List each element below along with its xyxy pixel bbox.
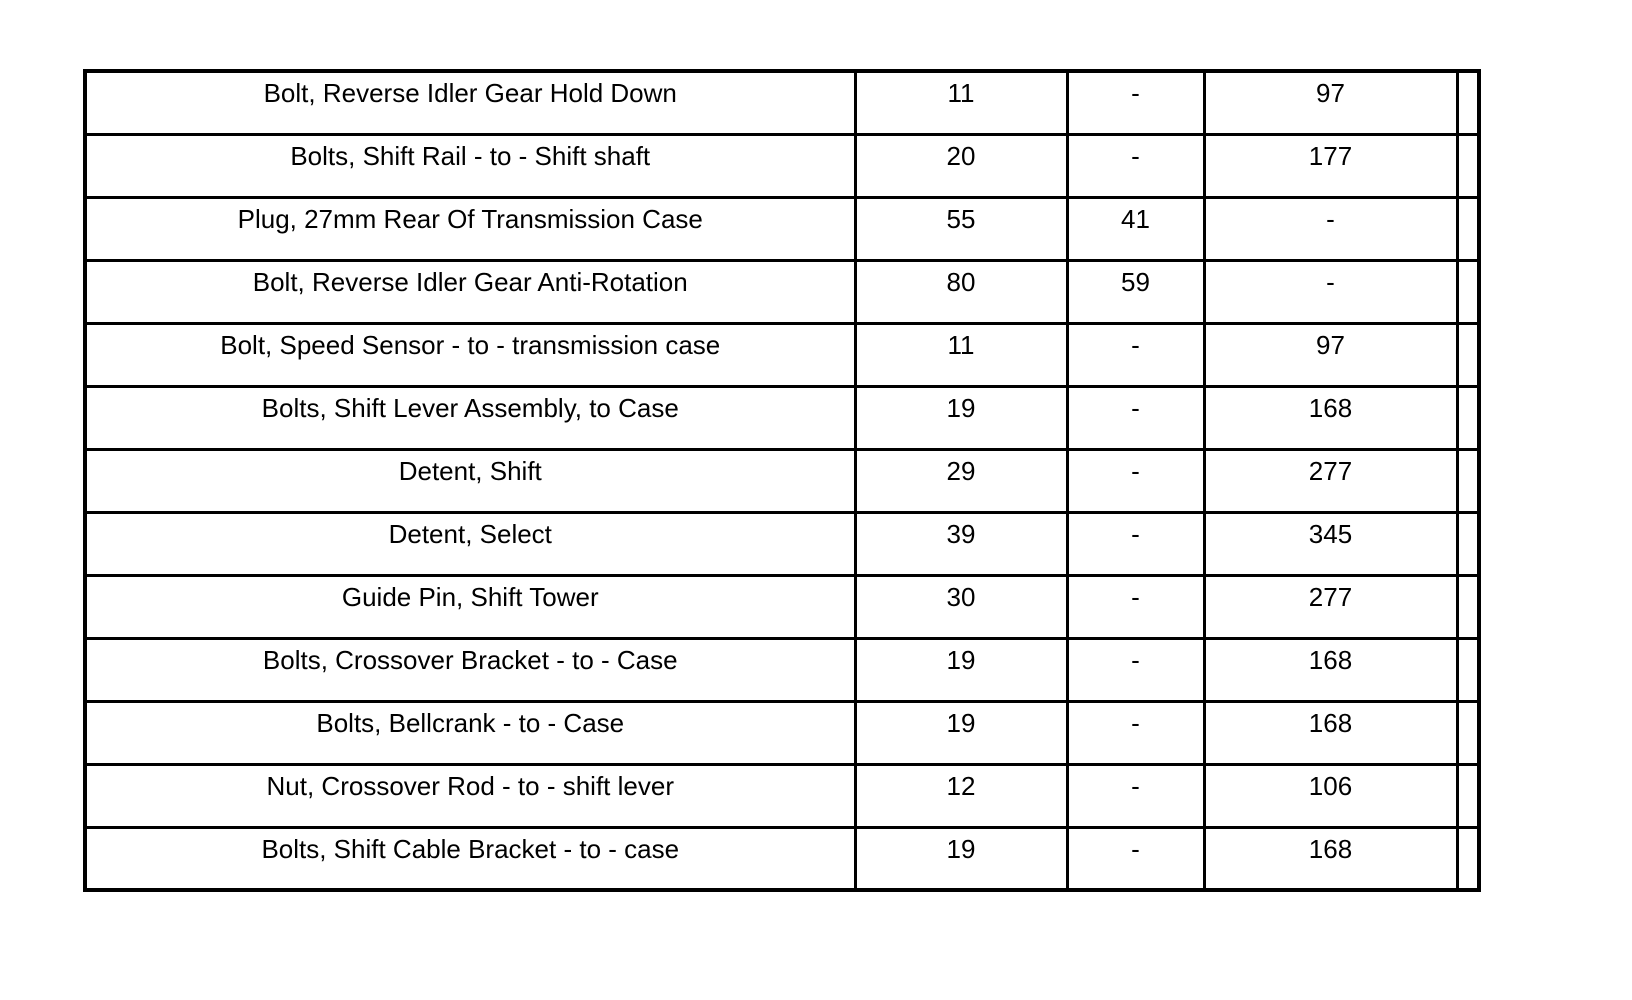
table-row bbox=[85, 575, 1479, 638]
lb-in-cell bbox=[1204, 134, 1457, 197]
nm-cell bbox=[855, 71, 1067, 134]
nm-value: 19 bbox=[946, 707, 976, 738]
lb-ft-value: - bbox=[1131, 770, 1140, 801]
description-text: Bolt, Reverse Idler Gear Anti-Rotation bbox=[252, 266, 688, 297]
blank-cell bbox=[1457, 575, 1479, 638]
nm-cell bbox=[855, 323, 1067, 386]
description-cell bbox=[85, 386, 855, 449]
table-row bbox=[85, 260, 1479, 323]
description-cell bbox=[85, 71, 855, 134]
blank-cell bbox=[1457, 512, 1479, 575]
nm-cell bbox=[855, 512, 1067, 575]
description-text: Bolts, Shift Cable Bracket - to - case bbox=[261, 833, 680, 864]
lb-ft-cell bbox=[1067, 197, 1204, 260]
lb-in-cell bbox=[1204, 71, 1457, 134]
nm-cell bbox=[855, 827, 1067, 890]
nm-value: 19 bbox=[946, 833, 976, 864]
description-text: Guide Pin, Shift Tower bbox=[341, 581, 599, 612]
lb-ft-value: - bbox=[1131, 329, 1140, 360]
description-text: Detent, Select bbox=[388, 518, 552, 549]
lb-ft-value: - bbox=[1131, 644, 1140, 675]
lb-ft-cell bbox=[1067, 449, 1204, 512]
lb-in-cell bbox=[1204, 827, 1457, 890]
nm-value: 19 bbox=[946, 392, 976, 423]
blank-cell bbox=[1457, 449, 1479, 512]
lb-ft-cell bbox=[1067, 827, 1204, 890]
lb-ft-value: - bbox=[1131, 518, 1140, 549]
blank-cell bbox=[1457, 701, 1479, 764]
table-row bbox=[85, 827, 1479, 890]
nm-cell bbox=[855, 449, 1067, 512]
nm-value: 80 bbox=[946, 266, 976, 297]
table-row bbox=[85, 323, 1479, 386]
lb-ft-value: - bbox=[1131, 833, 1140, 864]
lb-in-value: 277 bbox=[1308, 455, 1353, 486]
description-text: Detent, Shift bbox=[398, 455, 542, 486]
blank-cell bbox=[1457, 323, 1479, 386]
blank-cell bbox=[1457, 386, 1479, 449]
description-text: Bolts, Bellcrank - to - Case bbox=[316, 707, 625, 738]
lb-in-value: 168 bbox=[1308, 392, 1353, 423]
lb-ft-value: 41 bbox=[1121, 203, 1150, 234]
description-cell bbox=[85, 701, 855, 764]
description-cell bbox=[85, 449, 855, 512]
lb-in-value: 168 bbox=[1308, 833, 1353, 864]
description-cell bbox=[85, 575, 855, 638]
nm-value: 39 bbox=[946, 518, 976, 549]
lb-in-cell bbox=[1204, 764, 1457, 827]
nm-cell bbox=[855, 260, 1067, 323]
lb-ft-value: 59 bbox=[1121, 266, 1150, 297]
table-row bbox=[85, 449, 1479, 512]
nm-cell bbox=[855, 764, 1067, 827]
description-text: Nut, Crossover Rod - to - shift lever bbox=[266, 770, 674, 801]
lb-in-value: 168 bbox=[1308, 644, 1353, 675]
blank-cell bbox=[1457, 71, 1479, 134]
lb-in-value: - bbox=[1326, 203, 1335, 234]
nm-cell bbox=[855, 386, 1067, 449]
lb-in-value: 106 bbox=[1308, 770, 1353, 801]
lb-in-cell bbox=[1204, 449, 1457, 512]
nm-cell bbox=[855, 134, 1067, 197]
description-cell bbox=[85, 197, 855, 260]
lb-ft-cell bbox=[1067, 134, 1204, 197]
lb-ft-cell bbox=[1067, 386, 1204, 449]
table-row bbox=[85, 134, 1479, 197]
lb-ft-cell bbox=[1067, 701, 1204, 764]
lb-ft-value: - bbox=[1131, 707, 1140, 738]
lb-ft-cell bbox=[1067, 323, 1204, 386]
torque-spec-table bbox=[83, 69, 1481, 892]
lb-in-value: 97 bbox=[1316, 329, 1345, 360]
lb-ft-value: - bbox=[1131, 78, 1140, 108]
nm-cell bbox=[855, 701, 1067, 764]
description-cell bbox=[85, 827, 855, 890]
nm-cell bbox=[855, 197, 1067, 260]
description-cell bbox=[85, 260, 855, 323]
table-body bbox=[85, 71, 1479, 890]
lb-in-cell bbox=[1204, 260, 1457, 323]
lb-ft-cell bbox=[1067, 512, 1204, 575]
nm-value: 11 bbox=[947, 329, 975, 360]
description-text: Bolts, Shift Lever Assembly, to Case bbox=[261, 392, 679, 423]
lb-ft-value: - bbox=[1131, 581, 1140, 612]
blank-cell bbox=[1457, 134, 1479, 197]
nm-value: 30 bbox=[946, 581, 976, 612]
nm-value: 20 bbox=[946, 140, 976, 171]
nm-value: 19 bbox=[946, 644, 976, 675]
blank-cell bbox=[1457, 638, 1479, 701]
table-row bbox=[85, 764, 1479, 827]
description-text: Bolts, Shift Rail - to - Shift shaft bbox=[290, 140, 651, 171]
lb-in-cell bbox=[1204, 638, 1457, 701]
description-text: Bolts, Crossover Bracket - to - Case bbox=[262, 644, 678, 675]
table-row bbox=[85, 197, 1479, 260]
table-row bbox=[85, 638, 1479, 701]
lb-in-cell bbox=[1204, 701, 1457, 764]
blank-cell bbox=[1457, 764, 1479, 827]
nm-cell bbox=[855, 638, 1067, 701]
lb-ft-cell bbox=[1067, 260, 1204, 323]
description-cell bbox=[85, 638, 855, 701]
blank-cell bbox=[1457, 260, 1479, 323]
description-text: Plug, 27mm Rear Of Transmission Case bbox=[237, 203, 703, 234]
lb-in-value: 345 bbox=[1308, 518, 1353, 549]
blank-cell bbox=[1457, 197, 1479, 260]
nm-value: 55 bbox=[946, 203, 976, 234]
table-row bbox=[85, 701, 1479, 764]
lb-in-value: 277 bbox=[1308, 581, 1353, 612]
lb-ft-cell bbox=[1067, 575, 1204, 638]
lb-ft-value: - bbox=[1131, 140, 1140, 171]
nm-value: 12 bbox=[946, 770, 976, 801]
nm-cell bbox=[855, 575, 1067, 638]
lb-in-cell bbox=[1204, 323, 1457, 386]
lb-in-cell bbox=[1204, 512, 1457, 575]
table-row bbox=[85, 386, 1479, 449]
table-row bbox=[85, 512, 1479, 575]
nm-value: 29 bbox=[946, 455, 976, 486]
lb-in-value: 97 bbox=[1316, 78, 1345, 108]
description-cell bbox=[85, 134, 855, 197]
lb-in-value: 177 bbox=[1308, 140, 1353, 171]
lb-ft-cell bbox=[1067, 71, 1204, 134]
lb-in-value: 168 bbox=[1308, 707, 1353, 738]
description-cell bbox=[85, 323, 855, 386]
lb-in-value: - bbox=[1326, 266, 1335, 297]
lb-ft-cell bbox=[1067, 764, 1204, 827]
description-cell bbox=[85, 512, 855, 575]
description-cell bbox=[85, 764, 855, 827]
description-text: Bolt, Speed Sensor - to - transmission case bbox=[220, 329, 721, 360]
nm-value: 11 bbox=[947, 78, 975, 108]
blank-cell bbox=[1457, 827, 1479, 890]
lb-in-cell bbox=[1204, 386, 1457, 449]
table-row bbox=[85, 71, 1479, 134]
lb-ft-value: - bbox=[1131, 392, 1140, 423]
lb-ft-value: - bbox=[1131, 455, 1140, 486]
lb-in-cell bbox=[1204, 575, 1457, 638]
lb-ft-cell bbox=[1067, 638, 1204, 701]
lb-in-cell bbox=[1204, 197, 1457, 260]
description-text: Bolt, Reverse Idler Gear Hold Down bbox=[263, 78, 677, 108]
